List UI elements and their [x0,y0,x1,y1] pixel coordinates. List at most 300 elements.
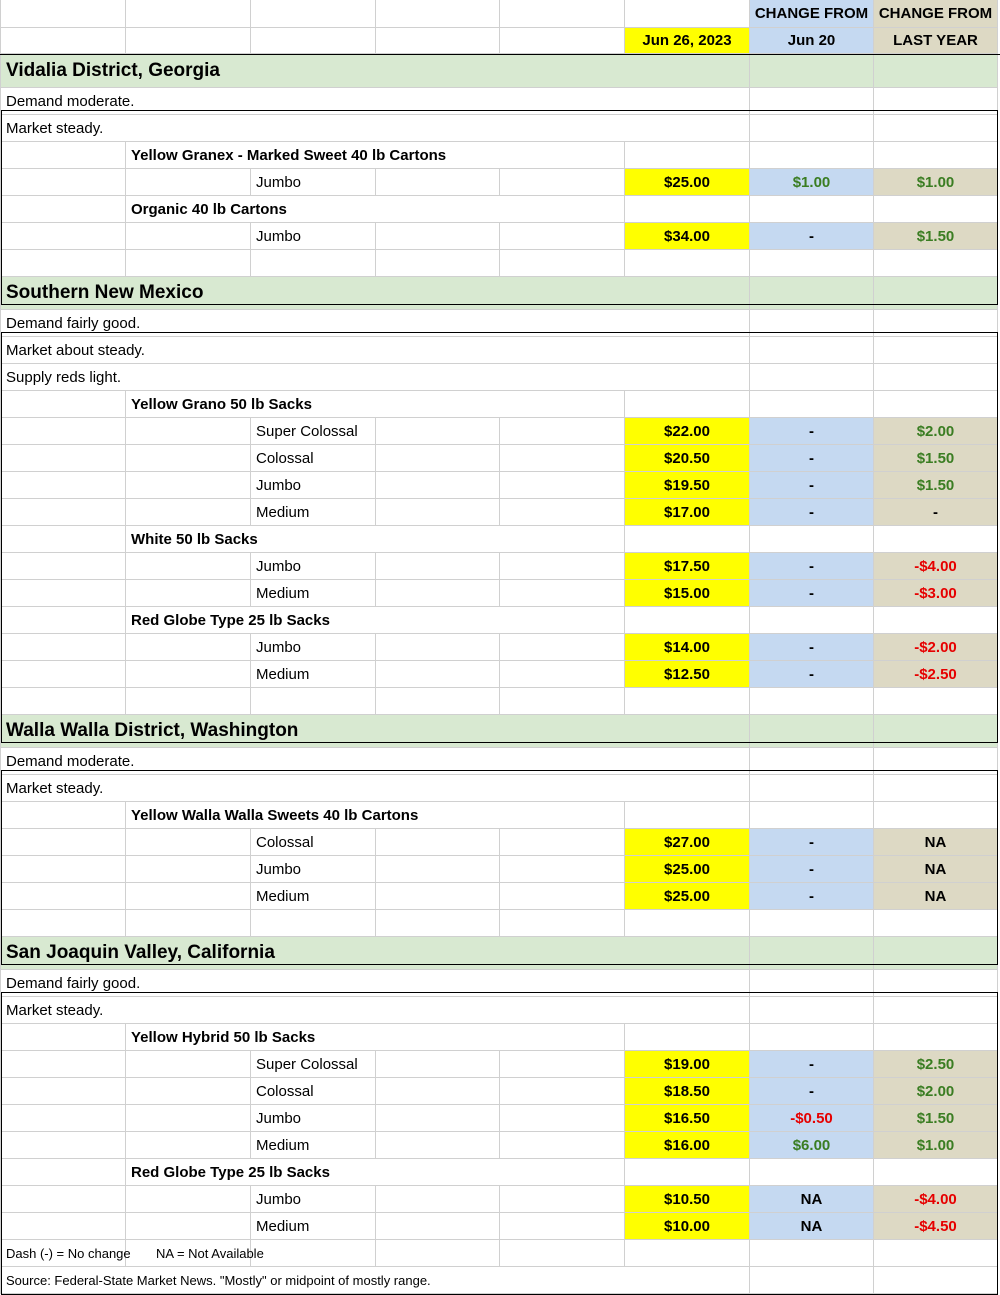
cell[interactable] [251,250,376,277]
change-year-value[interactable]: NA [874,883,998,910]
cell[interactable] [500,829,625,856]
cell[interactable] [874,115,998,142]
size-label[interactable]: Jumbo [251,856,376,883]
cell[interactable] [126,1051,251,1078]
size-label[interactable]: Medium [251,499,376,526]
cell[interactable] [625,688,750,715]
cell[interactable] [376,418,500,445]
cell[interactable] [0,1159,126,1186]
change-week-value[interactable]: - [750,445,874,472]
cell[interactable] [874,910,998,937]
change-year-value[interactable]: -$4.50 [874,1213,998,1240]
cell[interactable] [376,472,500,499]
cell[interactable] [874,607,998,634]
cell[interactable] [376,445,500,472]
change-week-value[interactable]: $1.00 [750,169,874,196]
cell[interactable] [750,250,874,277]
legend-dash[interactable]: Dash (-) = No change [0,1240,126,1267]
cell[interactable] [251,0,376,28]
cell[interactable] [750,196,874,223]
cell[interactable] [500,223,625,250]
cell[interactable] [500,250,625,277]
region-title[interactable]: San Joaquin Valley, California [0,937,750,970]
cell[interactable] [126,553,251,580]
cell[interactable] [0,196,126,223]
table-row [0,1186,1000,1213]
change-year-value[interactable]: -$2.00 [874,634,998,661]
change-year-value[interactable]: -$4.00 [874,1186,998,1213]
price-value[interactable]: $16.00 [625,1132,750,1159]
cell[interactable] [874,364,998,391]
cell[interactable] [750,337,874,364]
cell[interactable] [376,223,500,250]
size-label[interactable]: Medium [251,1213,376,1240]
cell[interactable] [500,688,625,715]
change-year-value[interactable]: $1.50 [874,223,998,250]
cell[interactable] [0,472,126,499]
cell[interactable] [0,499,126,526]
change-week-value[interactable]: - [750,661,874,688]
cell[interactable] [874,526,998,553]
cell[interactable] [376,169,500,196]
cell[interactable] [0,1186,126,1213]
cell[interactable] [500,1078,625,1105]
table-row [0,856,1000,883]
cell[interactable] [500,553,625,580]
size-label[interactable]: Jumbo [251,553,376,580]
market-note[interactable]: Market about steady. [0,337,750,364]
cell[interactable] [874,715,998,748]
price-value[interactable]: $18.50 [625,1078,750,1105]
size-label[interactable]: Colossal [251,1078,376,1105]
cell[interactable] [0,856,126,883]
cell[interactable] [251,28,376,54]
change-week-header-bottom[interactable]: Jun 20 [750,28,874,54]
cell[interactable] [625,526,750,553]
commodity-label[interactable]: Yellow Grano 50 lb Sacks [126,391,625,418]
header-row-bottom [0,28,1000,55]
commodity-row [0,1024,1000,1051]
cell[interactable] [750,910,874,937]
cell[interactable] [750,1267,874,1294]
change-week-value[interactable]: NA [750,1213,874,1240]
cell[interactable] [126,499,251,526]
change-year-value[interactable]: $1.00 [874,169,998,196]
cell[interactable] [0,28,126,54]
change-week-value[interactable]: - [750,829,874,856]
price-value[interactable]: $20.50 [625,445,750,472]
cell[interactable] [500,856,625,883]
cell[interactable] [376,1105,500,1132]
size-label[interactable]: Jumbo [251,1105,376,1132]
cell[interactable] [625,391,750,418]
cell[interactable] [376,856,500,883]
cell[interactable] [0,688,126,715]
cell[interactable] [251,910,376,937]
cell[interactable] [376,1213,500,1240]
cell[interactable] [0,829,126,856]
cell[interactable] [874,748,998,775]
cell[interactable] [874,997,998,1024]
cell[interactable] [126,250,251,277]
cell[interactable] [500,1240,625,1267]
market-note[interactable]: Demand fairly good. [0,970,750,997]
cell[interactable] [750,88,874,115]
cell[interactable] [750,55,874,88]
cell[interactable] [874,55,998,88]
cell[interactable] [750,607,874,634]
size-label[interactable]: Jumbo [251,223,376,250]
cell[interactable] [750,802,874,829]
size-label[interactable]: Super Colossal [251,418,376,445]
cell[interactable] [126,829,251,856]
cell[interactable] [750,715,874,748]
cell[interactable] [500,634,625,661]
cell[interactable] [126,1078,251,1105]
cell[interactable] [376,580,500,607]
market-note[interactable]: Demand moderate. [0,88,750,115]
cell[interactable] [500,1186,625,1213]
cell[interactable] [126,223,251,250]
cell[interactable] [874,88,998,115]
change-year-header-bottom[interactable]: LAST YEAR [874,28,998,54]
cell[interactable] [0,223,126,250]
change-year-value[interactable]: -$4.00 [874,553,998,580]
cell[interactable] [126,1132,251,1159]
cell[interactable] [874,775,998,802]
cell[interactable] [0,634,126,661]
cell[interactable] [376,1186,500,1213]
cell[interactable] [0,250,126,277]
cell[interactable] [0,1213,126,1240]
cell[interactable] [500,472,625,499]
change-week-value[interactable]: - [750,553,874,580]
cell[interactable] [500,28,625,54]
cell[interactable] [874,1024,998,1051]
cell[interactable] [500,1051,625,1078]
note-row [0,364,1000,391]
size-label[interactable]: Colossal [251,829,376,856]
price-value[interactable]: $25.00 [625,856,750,883]
cell[interactable] [750,364,874,391]
cell[interactable] [0,553,126,580]
commodity-row [0,802,1000,829]
price-value[interactable]: $17.50 [625,553,750,580]
cell[interactable] [0,580,126,607]
cell[interactable] [126,1105,251,1132]
cell[interactable] [874,142,998,169]
cell[interactable] [0,883,126,910]
cell[interactable] [376,553,500,580]
size-label[interactable]: Super Colossal [251,1051,376,1078]
cell[interactable] [126,688,251,715]
cell[interactable] [0,802,126,829]
commodity-label[interactable]: Organic 40 lb Cartons [126,196,625,223]
date-column-header[interactable]: Jun 26, 2023 [625,28,750,54]
change-year-value[interactable]: -$3.00 [874,580,998,607]
cell[interactable] [750,1240,874,1267]
cell[interactable] [126,472,251,499]
cell[interactable] [0,169,126,196]
table-row [0,634,1000,661]
cell[interactable] [750,775,874,802]
cell[interactable] [126,580,251,607]
market-note[interactable]: Market steady. [0,997,750,1024]
cell[interactable] [625,1159,750,1186]
cell[interactable] [0,1105,126,1132]
cell[interactable] [750,1159,874,1186]
cell[interactable] [750,277,874,310]
cell[interactable] [0,1078,126,1105]
cell[interactable] [376,1240,500,1267]
cell[interactable] [874,250,998,277]
change-week-header-top[interactable]: CHANGE FROM [750,0,874,28]
cell[interactable] [750,688,874,715]
legend-row [0,1240,1000,1267]
cell[interactable] [625,142,750,169]
size-label[interactable]: Colossal [251,445,376,472]
price-value[interactable]: $34.00 [625,223,750,250]
size-label[interactable]: Jumbo [251,1186,376,1213]
cell[interactable] [874,391,998,418]
price-value[interactable]: $25.00 [625,169,750,196]
cell[interactable] [750,1024,874,1051]
cell[interactable] [251,688,376,715]
cell[interactable] [750,997,874,1024]
change-week-value[interactable]: - [750,499,874,526]
cell[interactable] [874,937,998,970]
cell[interactable] [874,1159,998,1186]
cell[interactable] [376,250,500,277]
cell[interactable] [874,310,998,337]
cell[interactable] [874,688,998,715]
cell[interactable] [126,661,251,688]
cell[interactable] [0,607,126,634]
cell[interactable] [874,970,998,997]
price-value[interactable]: $15.00 [625,580,750,607]
cell[interactable] [126,910,251,937]
commodity-label[interactable]: Yellow Walla Walla Sweets 40 lb Cartons [126,802,625,829]
cell[interactable] [251,1240,376,1267]
change-year-value[interactable]: $2.00 [874,1078,998,1105]
cell[interactable] [500,1213,625,1240]
cell[interactable] [625,1024,750,1051]
change-year-value[interactable]: - [874,499,998,526]
cell[interactable] [500,1132,625,1159]
size-label[interactable]: Medium [251,883,376,910]
cell[interactable] [0,142,126,169]
cell[interactable] [376,883,500,910]
price-value[interactable]: $10.00 [625,1213,750,1240]
cell[interactable] [874,802,998,829]
price-value[interactable]: $16.50 [625,1105,750,1132]
table-row [0,829,1000,856]
cell[interactable] [376,499,500,526]
cell[interactable] [625,607,750,634]
change-week-value[interactable]: - [750,580,874,607]
cell[interactable] [0,418,126,445]
change-year-value[interactable]: $1.50 [874,1105,998,1132]
cell[interactable] [126,28,251,54]
spacer-row [0,688,1000,715]
change-week-value[interactable]: - [750,1051,874,1078]
market-note[interactable]: Market steady. [0,115,750,142]
cell[interactable] [376,28,500,54]
cell[interactable] [376,1132,500,1159]
cell[interactable] [376,910,500,937]
cell[interactable] [874,337,998,364]
size-label[interactable]: Medium [251,661,376,688]
change-week-value[interactable]: - [750,223,874,250]
commodity-label[interactable]: Red Globe Type 25 lb Sacks [126,1159,625,1186]
change-year-value[interactable]: NA [874,829,998,856]
cell[interactable] [874,1267,998,1294]
cell[interactable] [750,937,874,970]
cell[interactable] [0,1132,126,1159]
cell[interactable] [874,196,998,223]
price-value[interactable]: $25.00 [625,883,750,910]
cell[interactable] [625,1240,750,1267]
cell[interactable] [126,856,251,883]
region-row [0,937,1000,970]
cell[interactable] [126,883,251,910]
price-value[interactable]: $27.00 [625,829,750,856]
cell[interactable] [126,1186,251,1213]
cell[interactable] [0,1024,126,1051]
commodity-label[interactable]: Red Globe Type 25 lb Sacks [126,607,625,634]
note-row [0,997,1000,1024]
change-year-value[interactable]: $1.00 [874,1132,998,1159]
legend-na[interactable]: NA = Not Available [126,1240,251,1267]
size-label[interactable]: Medium [251,580,376,607]
cell[interactable] [126,418,251,445]
cell[interactable] [0,526,126,553]
change-week-value[interactable]: - [750,1078,874,1105]
cell[interactable] [750,748,874,775]
size-label[interactable]: Jumbo [251,472,376,499]
cell[interactable] [750,526,874,553]
change-year-value[interactable]: NA [874,856,998,883]
region-row [0,55,1000,88]
price-value[interactable]: $19.00 [625,1051,750,1078]
cell[interactable] [126,169,251,196]
change-year-header-top[interactable]: CHANGE FROM [874,0,998,28]
cell[interactable] [376,688,500,715]
region-title[interactable]: Vidalia District, Georgia [0,55,750,88]
source-note[interactable]: Source: Federal-State Market News. "Mostly" or midpoint of mostly range. [0,1267,750,1294]
cell[interactable] [500,499,625,526]
price-value[interactable]: $10.50 [625,1186,750,1213]
cell[interactable] [376,0,500,28]
commodity-label[interactable]: White 50 lb Sacks [126,526,625,553]
price-value[interactable]: $22.00 [625,418,750,445]
change-week-value[interactable]: -$0.50 [750,1105,874,1132]
price-value[interactable]: $17.00 [625,499,750,526]
change-year-value[interactable]: $2.00 [874,418,998,445]
cell[interactable] [500,661,625,688]
cell[interactable] [625,0,750,28]
cell[interactable] [0,910,126,937]
commodity-label[interactable]: Yellow Hybrid 50 lb Sacks [126,1024,625,1051]
market-note[interactable]: Demand fairly good. [0,310,750,337]
cell[interactable] [500,910,625,937]
cell[interactable] [874,277,998,310]
cell[interactable] [500,1105,625,1132]
cell[interactable] [750,310,874,337]
cell[interactable] [500,445,625,472]
cell[interactable] [500,580,625,607]
cell[interactable] [0,391,126,418]
cell[interactable] [376,1051,500,1078]
commodity-label[interactable]: Yellow Granex - Marked Sweet 40 lb Cartons [126,142,625,169]
change-week-value[interactable]: NA [750,1186,874,1213]
region-title[interactable]: Walla Walla District, Washington [0,715,750,748]
cell[interactable] [750,391,874,418]
cell[interactable] [0,661,126,688]
cell[interactable] [625,250,750,277]
cell[interactable] [750,970,874,997]
change-year-value[interactable]: -$2.50 [874,661,998,688]
change-week-value[interactable]: - [750,472,874,499]
change-year-value[interactable]: $2.50 [874,1051,998,1078]
note-row [0,337,1000,364]
size-label[interactable]: Jumbo [251,634,376,661]
cell[interactable] [625,802,750,829]
change-week-value[interactable]: $6.00 [750,1132,874,1159]
cell[interactable] [376,829,500,856]
market-note[interactable]: Supply reds light. [0,364,750,391]
cell[interactable] [874,1240,998,1267]
price-value[interactable]: $14.00 [625,634,750,661]
cell[interactable] [500,883,625,910]
change-year-value[interactable]: $1.50 [874,472,998,499]
cell[interactable] [0,1051,126,1078]
cell[interactable] [500,169,625,196]
cell[interactable] [500,418,625,445]
change-week-value[interactable]: - [750,856,874,883]
table-row [0,1132,1000,1159]
change-week-value[interactable]: - [750,634,874,661]
market-note[interactable]: Demand moderate. [0,748,750,775]
cell[interactable] [376,634,500,661]
cell[interactable] [376,661,500,688]
cell[interactable] [625,910,750,937]
commodity-row [0,391,1000,418]
price-value[interactable]: $12.50 [625,661,750,688]
cell[interactable] [0,0,126,28]
cell[interactable] [500,0,625,28]
cell[interactable] [625,196,750,223]
header-row-top [0,0,1000,28]
price-value[interactable]: $19.50 [625,472,750,499]
cell[interactable] [376,1078,500,1105]
change-week-value[interactable]: - [750,418,874,445]
change-week-value[interactable]: - [750,883,874,910]
cell[interactable] [126,634,251,661]
change-year-value[interactable]: $1.50 [874,445,998,472]
cell[interactable] [0,445,126,472]
cell[interactable] [750,142,874,169]
size-label[interactable]: Medium [251,1132,376,1159]
cell[interactable] [126,0,251,28]
table-row [0,169,1000,196]
region-title[interactable]: Southern New Mexico [0,277,750,310]
cell[interactable] [126,445,251,472]
cell[interactable] [126,1213,251,1240]
size-label[interactable]: Jumbo [251,169,376,196]
market-note[interactable]: Market steady. [0,775,750,802]
cell[interactable] [750,115,874,142]
